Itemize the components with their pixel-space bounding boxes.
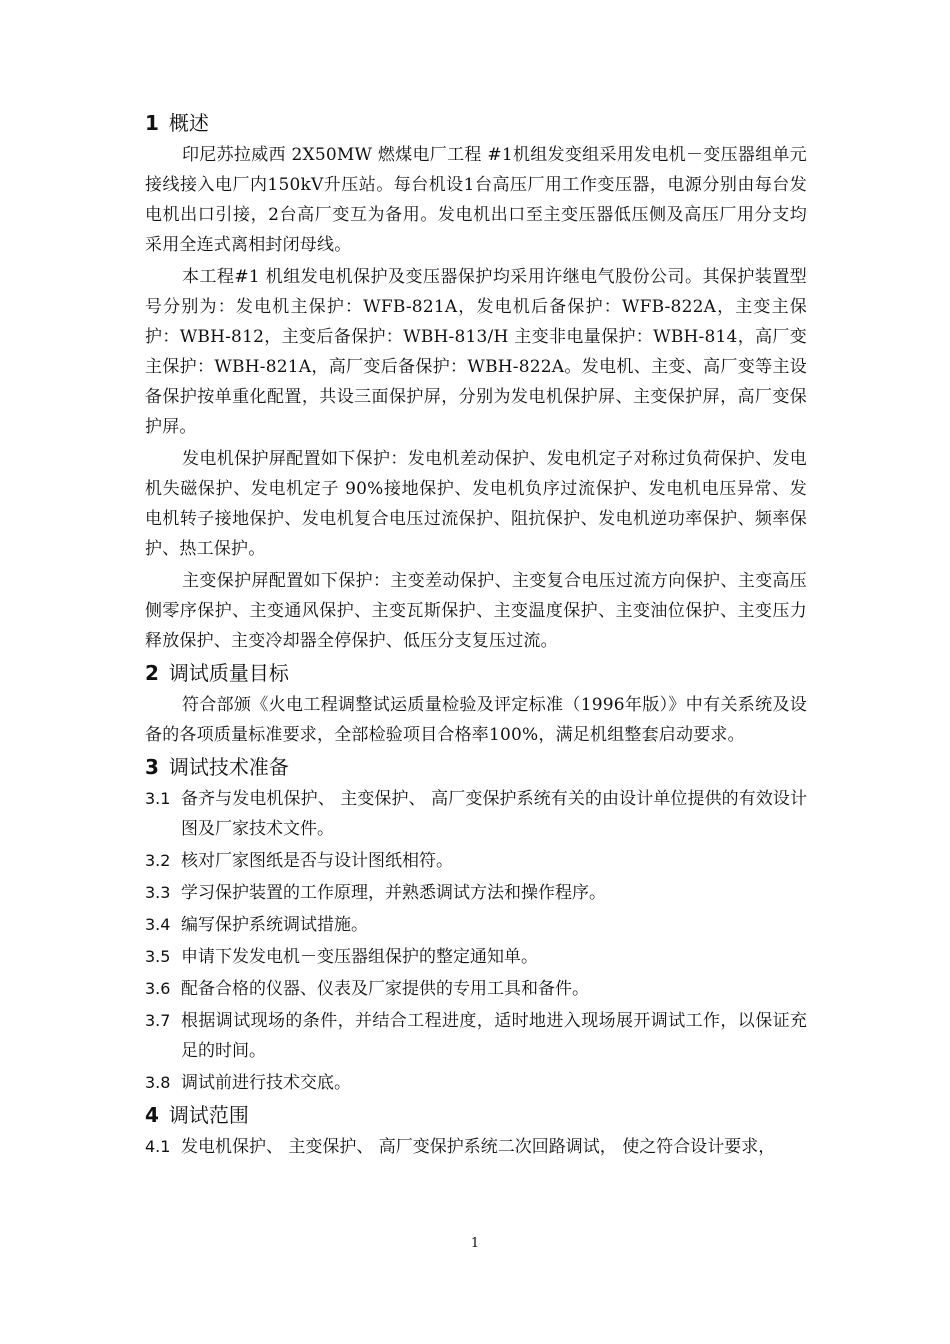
list-item <box>145 784 807 844</box>
paragraph: 发电机保护屏配置如下保护：发电机差动保护、发电机定子对称过负荷保护、发电机失磁保护、发电机定子 90%接地保护、发电机负序过流保护、发电机电压异常、发电机转子接地保护、发电机复合电压过流保护、阻抗保护、发电机逆功率保护、频率保护、热工保护。 <box>145 449 807 559</box>
paragraph: 符合部颁《火电工程调整试运质量检验及评定标准（1996年版）》中有关系统及设备的各项质量标准要求，全部检验项目合格率100%，满足机组整套启动要求。 <box>145 695 807 745</box>
item-number: 3.3 <box>145 883 171 902</box>
section-number: 2 <box>145 661 159 685</box>
section-title: 调试范围 <box>168 1103 249 1127</box>
item-text: 备齐与发电机保护、 主变保护、 高厂变保护系统有关的由设计单位提供的有效设计图及厂家技术文件。 <box>181 789 807 839</box>
section-number: 4 <box>145 1103 159 1127</box>
page-number: 1 <box>470 1236 480 1251</box>
section-heading <box>145 752 807 782</box>
paragraph: 印尼苏拉威西 2X50MW 燃煤电厂工程 #1机组发变组采用发电机－变压器组单元接线接入电厂内150kV升压站。每台机设1台高压厂用工作变压器，电源分别由每台发电机出口引接，2台高厂变互为备用。发电机出口至主变压器低压侧及高压厂用分支均采用全连式离相封闭母线。 <box>145 145 807 255</box>
section-number: 1 <box>145 111 159 135</box>
list-item <box>145 1068 807 1098</box>
section-heading <box>145 108 807 138</box>
item-text: 编写保护系统调试措施。 <box>181 915 368 935</box>
item-number: 3.4 <box>145 915 171 934</box>
list-item <box>145 974 807 1004</box>
item-text: 配备合格的仪器、仪表及厂家提供的专用工具和备件。 <box>181 979 589 999</box>
paragraph: 主变保护屏配置如下保护：主变差动保护、主变复合电压过流方向保护、主变高压侧零序保护、主变通风保护、主变瓦斯保护、主变温度保护、主变油位保护、主变压力释放保护、主变冷却器全停保护、低压分支复压过流。 <box>145 571 807 651</box>
list-item <box>145 910 807 940</box>
section-heading <box>145 1100 807 1130</box>
section-heading <box>145 658 807 688</box>
section-title: 调试技术准备 <box>168 755 289 779</box>
item-text: 发电机保护、 主变保护、 高厂变保护系统二次回路调试， 使之符合设计要求， <box>181 1137 776 1157</box>
item-text: 核对厂家图纸是否与设计图纸相符。 <box>181 851 453 871</box>
item-number: 3.1 <box>145 789 171 808</box>
item-text: 申请下发发电机－变压器组保护的整定通知单。 <box>181 947 538 967</box>
list-item <box>145 878 807 908</box>
document-body <box>145 108 807 1164</box>
item-number: 3.2 <box>145 851 171 870</box>
item-number: 3.8 <box>145 1073 171 1092</box>
item-text: 调试前进行技术交底。 <box>181 1073 351 1093</box>
item-text: 根据调试现场的条件，并结合工程进度，适时地进入现场展开调试工作，以保证充足的时间。 <box>181 1011 807 1061</box>
item-text: 学习保护装置的工作原理，并熟悉调试方法和操作程序。 <box>181 883 606 903</box>
item-number: 3.5 <box>145 947 171 966</box>
list-item <box>145 846 807 876</box>
section-number: 3 <box>145 755 159 779</box>
list-item <box>145 1006 807 1066</box>
item-number: 3.7 <box>145 1011 171 1030</box>
paragraph: 本工程#1 机组发电机保护及变压器保护均采用许继电气股份公司。其保护装置型号分别为：发电机主保护：WFB-821A，发电机后备保护：WFB-822A，主变主保护：WBH-812，主变后备保护：WBH-813/H 主变非电量保护：WBH-814，高厂变主保护：WBH-821A，高厂变后备保护：WBH-822A。发电机、主变、高厂变等主设备保护按单重化配置，共设三面保护屏，分别为发电机保护屏、主变保护屏，高厂变保护屏。 <box>145 267 807 437</box>
item-number: 3.6 <box>145 979 171 998</box>
list-item <box>145 1132 807 1162</box>
list-item <box>145 942 807 972</box>
section-title: 调试质量目标 <box>168 661 289 685</box>
item-number: 4.1 <box>145 1137 171 1156</box>
section-title: 概述 <box>168 111 209 135</box>
